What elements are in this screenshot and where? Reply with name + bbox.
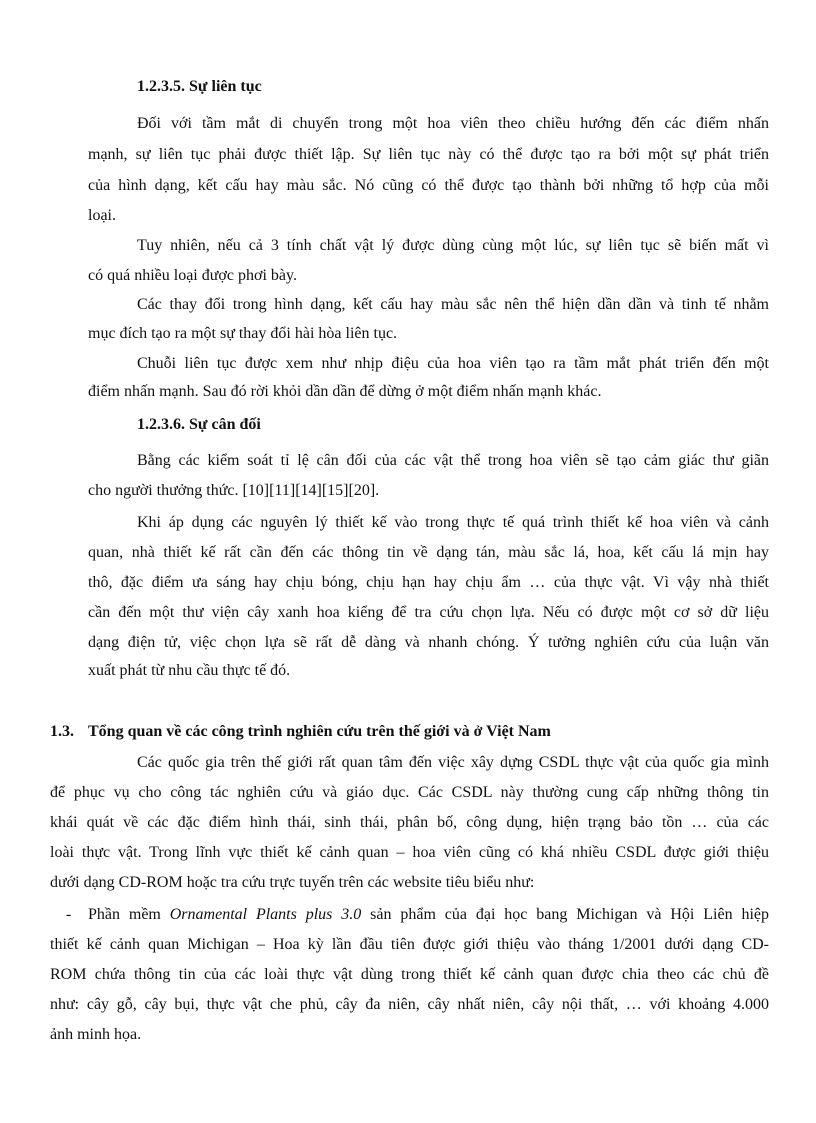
paragraph-line: điểm nhấn mạnh. Sau đó rời khỏi dần dần để dừng ở một điểm nhấn mạnh khác. xyxy=(88,383,602,400)
paragraph-line: quan, nhà thiết kế rất cần đến các thông tin về dạng tán, màu sắc lá, hoa, kết cấu lá mịn hay xyxy=(88,544,769,561)
bullet-marker: - xyxy=(66,906,72,923)
paragraph-line: cho người thưởng thức. [10][11][14][15][20]. xyxy=(88,482,380,499)
paragraph-line: dạng điện tử, việc chọn lựa sẽ rất dễ dàng và nhanh chóng. Ý tưởng nghiên cứu của luận văn xyxy=(88,634,769,651)
bullet-line: thiết kế cảnh quan Michigan – Hoa kỳ lần đầu tiên được giới thiệu vào tháng 1/2001 dưới dạng CD- xyxy=(50,936,769,953)
paragraph-line: mục đích tạo ra một sự thay đổi hài hòa liên tục. xyxy=(88,325,398,342)
heading-1-2-3-5: 1.2.3.5. Sự liên tục xyxy=(137,78,262,95)
paragraph-line: có quá nhiều loại được phơi bày. xyxy=(88,267,297,284)
bullet-first-line xyxy=(88,905,769,925)
heading-1-3: Tổng quan về các công trình nghiên cứu trên thế giới và ở Việt Nam xyxy=(88,723,551,740)
bullet-line: ROM chứa thông tin của các loài thực vật dùng trong thiết kế cảnh quan được chia theo các chủ đề xyxy=(50,966,769,983)
paragraph-line: cần đến một thư viện cây xanh hoa kiểng để tra cứu chọn lựa. Nếu có được một cơ sở dữ liệu xyxy=(88,604,769,621)
paragraph-line: Các thay đổi trong hình dạng, kết cấu hay màu sắc nên thể hiện dần dần và tinh tế nhằm xyxy=(137,296,769,313)
paragraph-line: dưới dạng CD-ROM hoặc tra cứu trực tuyến trên các website tiêu biểu như: xyxy=(50,874,535,891)
paragraph-line: loài thực vật. Trong lĩnh vực thiết kế cảnh quan – hoa viên cũng có khá nhiều CSDL được giới thiệu xyxy=(50,844,769,861)
paragraph-line: Tuy nhiên, nếu cả 3 tính chất vật lý được dùng cùng một lúc, sự liên tục sẽ biến mất vì xyxy=(137,237,769,254)
paragraph-line: Bằng các kiểm soát tỉ lệ cân đối của các vật thể trong hoa viên sẽ tạo cảm giác thư giãn xyxy=(137,452,769,469)
paragraph-line: Các quốc gia trên thế giới rất quan tâm đến việc xây dựng CSDL thực vật của quốc gia mình xyxy=(137,754,769,771)
paragraph-line: mạnh, sự liên tục phải được thiết lập. Sự liên tục này có thể được tạo ra bởi một sự phát triển xyxy=(88,146,769,163)
paragraph-line: thô, đặc điểm ưa sáng hay chịu bóng, chịu hạn hay chịu ẩm … của thực vật. Vì vậy nhà thiết xyxy=(88,574,769,591)
bullet-line: như: cây gỗ, cây bụi, thực vật che phủ, cây đa niên, cây nhất niên, cây nội thất, … với khoảng 4.000 xyxy=(50,996,769,1013)
section-number-1-3: 1.3. xyxy=(50,723,74,740)
heading-1-2-3-6: 1.2.3.6. Sự cân đối xyxy=(137,416,261,433)
paragraph-line: để phục vụ cho công tác nghiên cứu và giáo dục. Các CSDL này thường cung cấp những thông tin xyxy=(50,784,769,801)
paragraph-line: Đối với tầm mắt di chuyển trong một hoa viên theo chiều hướng đến các điểm nhấn xyxy=(137,115,769,132)
product-name: Ornamental Plants plus 3.0 xyxy=(169,906,362,923)
paragraph-line: khái quát về các đặc điểm hình thái, sinh thái, phân bố, công dụng, hiện trạng bảo tồn … của các xyxy=(50,814,769,831)
paragraph-line: xuất phát từ nhu cầu thực tế đó. xyxy=(88,662,291,679)
paragraph-line: loại. xyxy=(88,207,116,224)
bullet-rest-text: sản phẩm của đại học bang Michigan và Hội Liên hiệp xyxy=(361,906,769,923)
bullet-lead-text: Phần mềm xyxy=(88,906,170,923)
paragraph-line: của hình dạng, kết cấu hay màu sắc. Nó cũng có thể được tạo thành bởi những tổ hợp của mỗi xyxy=(88,177,769,194)
paragraph-line: Chuỗi liên tục được xem như nhịp điệu của hoa viên tạo ra tầm mắt phát triển đến một xyxy=(137,355,769,372)
bullet-line: ảnh minh họa. xyxy=(50,1026,142,1043)
paragraph-line: Khi áp dụng các nguyên lý thiết kế vào trong thực tế quá trình thiết kế hoa viên và cảnh xyxy=(137,514,769,531)
